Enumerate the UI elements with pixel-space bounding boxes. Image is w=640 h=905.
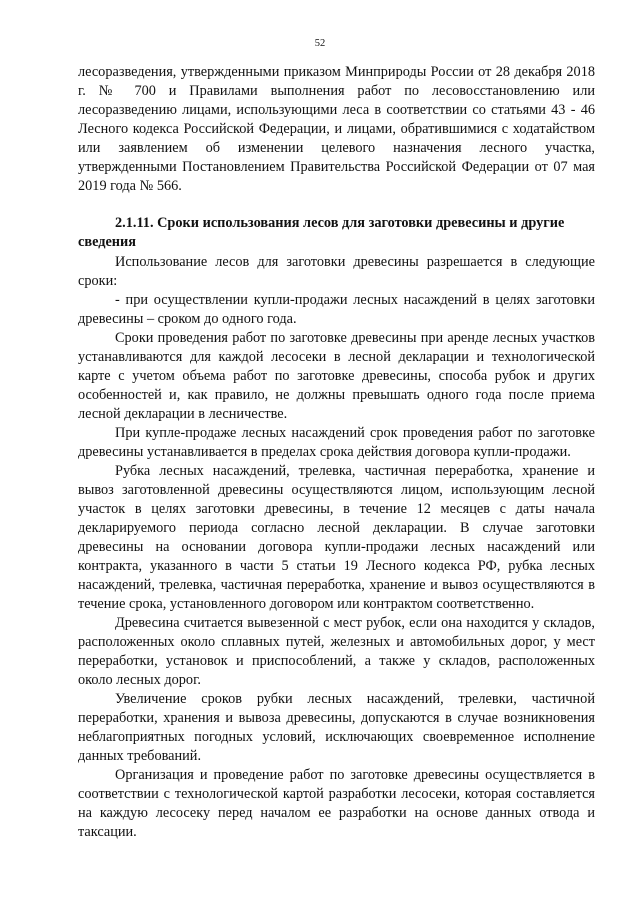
paragraph-sale-contract-term: При купле-продаже лесных насаждений срок проведения работ по заготовке древесины устанавливается в пределах срока действия договора купли-продажи.	[78, 425, 595, 460]
page-number: 52	[314, 38, 326, 49]
paragraph-term-extension: Увеличение сроков рубки лесных насаждений, трелевки, частичной переработки, хранения и вывоза древесины, допускаются в случае возникновения неблагоприятных погодных условий, исключающих своевременное исполнение данных требований.	[78, 691, 595, 764]
paragraph-usage-terms: Использование лесов для заготовки древесины разрешается в следующие сроки:	[78, 254, 595, 289]
paragraph-sale-term: - при осуществлении купли-продажи лесных насаждений в целях заготовки древесины – сроком до одного года.	[78, 292, 595, 327]
section-heading: 2.1.11. Сроки использования лесов для заготовки древесины и другие сведения	[78, 215, 565, 250]
paragraph-felling-operations: Рубка лесных насаждений, трелевка, частичная переработка, хранение и вывоз заготовленной древесины осуществляются лицом, использующим лесной участок в целях заготовки древесины, в течение 12 месяцев с даты начала декларируемого периода согласно лесной декларации. В случае заготовки древесины на основании договора купли-продажи лесных насаждений или контракта, указанного в части 5 статьи 19 Лесного кодекса РФ, рубка лесных насаждений, трелевка, частичная переработка, хранение и вывоз осуществляются в течение срока, установленного договором или контрактом соответственно.	[78, 463, 595, 612]
paragraph-lease-terms: Сроки проведения работ по заготовке древесины при аренде лесных участков устанавливаются для каждой лесосеки в лесной декларации и технологической карте с учетом объема работ по заготовке древесины, способа рубок и других особенностей и, как правило, не должны превышать одного года после приема лесной декларации в лесничестве.	[78, 330, 595, 422]
paragraph-timber-removal: Древесина считается вывезенной с мест рубок, если она находится у складов, расположенных около сплавных путей, железных и автомобильных дорог, у мест переработки, установок и приспособлений, а также у складов, расположенных около лесных дорог.	[78, 615, 595, 688]
intro-paragraph-block	[78, 63, 595, 196]
paragraph-organization: Организация и проведение работ по заготовке древесины осуществляется в соответствии с технологической картой разработки лесосеки, которая составляется на каждую лесосеку перед началом ее разработки на основе данных отвода и таксации.	[78, 767, 595, 840]
intro-paragraph: лесоразведения, утвержденными приказом Минприроды России от 28 декабря 2018 г. № 700 и Правилами выполнения работ по лесовосстановлению или лесоразведению лицами, использующими леса в соответствии со статьями 43 - 46 Лесного кодекса Российской Федерации, и лицами, обратившимися с ходатайством или заявлением об изменении целевого назначения лесного участка, утвержденными Постановлением Правительства Российской Федерации от 07 мая 2019 года № 566.	[78, 64, 595, 194]
section-body	[78, 253, 595, 842]
